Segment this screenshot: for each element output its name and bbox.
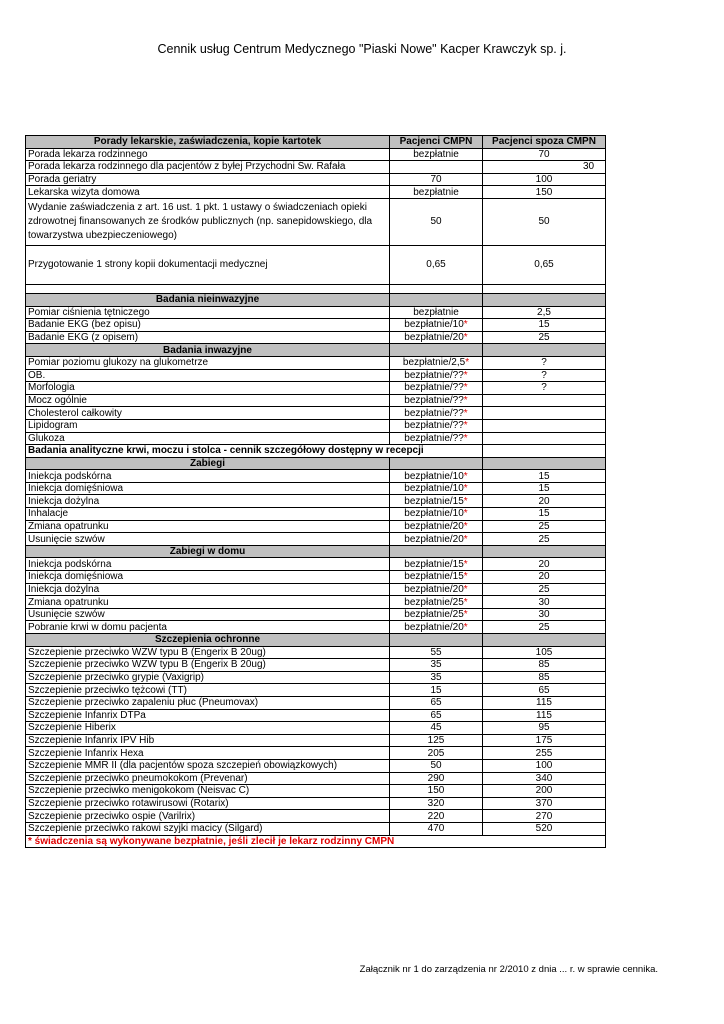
price-value: bezpłatnie/??: [404, 420, 464, 432]
table-row: [26, 722, 606, 735]
asterisk-marker: *: [463, 382, 468, 394]
row-cmpn-price: [390, 722, 483, 735]
row-cmpn-price: [390, 356, 483, 369]
row-non-cmpn-price: 370: [483, 797, 606, 810]
row-cmpn-price: [390, 822, 483, 835]
row-name: Cholesterol całkowity: [26, 407, 390, 420]
row-cmpn-price: [390, 319, 483, 332]
price-table: [25, 135, 606, 848]
row-name: Iniekcja podskórna: [26, 558, 390, 571]
asterisk-marker: *: [463, 609, 468, 621]
row-name: Zmiana opatrunku: [26, 596, 390, 609]
row-non-cmpn-price: 70: [483, 148, 606, 161]
table-row: [26, 533, 606, 546]
row-non-cmpn-price: [483, 419, 606, 432]
row-non-cmpn-price: 25: [483, 331, 606, 344]
row-non-cmpn-price: [483, 394, 606, 407]
price-value: bezpłatnie/??: [404, 432, 464, 444]
row-cmpn-price: [390, 432, 483, 445]
asterisk-marker: *: [463, 596, 468, 608]
row-non-cmpn-price: [483, 432, 606, 445]
price-value: bezpłatnie/??: [404, 395, 464, 407]
row-cmpn-price: [390, 759, 483, 772]
price-value: bezpłatnie/20: [404, 621, 464, 633]
price-value: bezpłatnie/15: [404, 495, 464, 507]
row-name: Iniekcja domięśniowa: [26, 571, 390, 584]
section-blank: [390, 634, 483, 647]
row-cmpn-price: [390, 671, 483, 684]
section-title: Zabiegi: [26, 457, 390, 470]
spacer-row: [26, 284, 606, 293]
row-name: Szczepienie Hiberix: [26, 722, 390, 735]
row-non-cmpn-price: 30: [483, 608, 606, 621]
table-row: [26, 684, 606, 697]
row-cmpn-price: [390, 608, 483, 621]
section-blank: [390, 344, 483, 357]
row-name: Szczepienie przeciwko WZW typu B (Engerix B 20ug): [26, 646, 390, 659]
price-value: 45: [430, 722, 442, 734]
price-value: bezpłatnie: [413, 306, 459, 318]
table-row: [26, 245, 606, 284]
price-value: bezpłatnie/25: [404, 609, 464, 621]
section-title: Zabiegi w domu: [26, 545, 390, 558]
row-non-cmpn-price: [483, 407, 606, 420]
row-name: Lipidogram: [26, 419, 390, 432]
row-cmpn-price: 70: [390, 173, 483, 186]
table-row: [26, 508, 606, 521]
row-non-cmpn-price: 255: [483, 747, 606, 760]
header-services: Porady lekarskie, zaświadczenia, kopie kartotek: [26, 136, 390, 149]
asterisk-marker: *: [463, 495, 468, 507]
row-non-cmpn-price: 25: [483, 533, 606, 546]
row-name: Szczepienie przeciwko ospie (Varilrix): [26, 810, 390, 823]
row-name: Szczepienie przeciwko grypie (Vaxigrip): [26, 671, 390, 684]
analytics-blank: [483, 445, 606, 458]
table-row: [26, 198, 606, 245]
table-row: [26, 470, 606, 483]
table-row: [26, 148, 606, 161]
section-blank: [483, 545, 606, 558]
price-value: bezpłatnie/25: [404, 596, 464, 608]
row-cmpn-price: 0,65: [390, 245, 483, 284]
row-non-cmpn-price: 15: [483, 470, 606, 483]
row-non-cmpn-price: 95: [483, 722, 606, 735]
row-cmpn-price: [390, 772, 483, 785]
table-row: [26, 186, 606, 199]
row-non-cmpn-price: 0,65: [483, 245, 606, 284]
row-cmpn-price: bezpłatnie: [390, 148, 483, 161]
table-row: [26, 583, 606, 596]
table-row: [26, 785, 606, 798]
row-non-cmpn-price: ?: [483, 382, 606, 395]
footer-note: Załącznik nr 1 do zarządzenia nr 2/2010 z dnia ... r. w sprawie cennika.: [359, 964, 658, 975]
price-value: bezpłatnie/15: [404, 558, 464, 570]
row-non-cmpn-price: ?: [483, 369, 606, 382]
row-name: Porada lekarza rodzinnego: [26, 148, 390, 161]
row-name: Szczepienie Infanrix DTPa: [26, 709, 390, 722]
row-name: Porada lekarza rodzinnego dla pacjentów z byłej Przychodni Św. Rafała: [26, 161, 390, 174]
footnote-row: [26, 835, 606, 848]
section-header-nieinwazyjne: [26, 293, 606, 306]
row-cmpn-price: [390, 482, 483, 495]
row-cmpn-price: [390, 810, 483, 823]
row-name: Zmiana opatrunku: [26, 520, 390, 533]
row-cmpn-price: [390, 747, 483, 760]
price-value: 320: [427, 798, 445, 810]
row-non-cmpn-price: 175: [483, 734, 606, 747]
table-row: [26, 810, 606, 823]
table-row: [26, 356, 606, 369]
row-name: Usunięcie szwów: [26, 533, 390, 546]
asterisk-marker: *: [463, 621, 468, 633]
row-non-cmpn-price: 115: [483, 709, 606, 722]
asterisk-marker: *: [463, 571, 468, 583]
asterisk-marker: *: [463, 369, 468, 381]
row-non-cmpn-price: 100: [483, 759, 606, 772]
row-non-cmpn-price: 270: [483, 810, 606, 823]
section-header-inwazyjne: [26, 344, 606, 357]
price-value: bezpłatnie/15: [404, 571, 464, 583]
row-name: Iniekcja dożylna: [26, 495, 390, 508]
row-cmpn-price: [390, 734, 483, 747]
row-name: Szczepienie przeciwko rakowi szyjki macicy (Silgard): [26, 822, 390, 835]
row-cmpn-price: [390, 161, 483, 174]
table-body: [26, 148, 606, 848]
row-name: Pomiar ciśnienia tętniczego: [26, 306, 390, 319]
row-non-cmpn-price: 150: [483, 186, 606, 199]
table-row: [26, 797, 606, 810]
table-row: [26, 331, 606, 344]
row-cmpn-price: [390, 696, 483, 709]
asterisk-marker: *: [463, 483, 468, 495]
row-non-cmpn-price: ?: [483, 356, 606, 369]
price-value: bezpłatnie/20: [404, 332, 464, 344]
row-cmpn-price: [390, 369, 483, 382]
row-non-cmpn-price: 25: [483, 520, 606, 533]
price-value: bezpłatnie/??: [404, 382, 464, 394]
row-name: Szczepienie MMR II (dla pacjentów spoza szczepień obowiązkowych): [26, 759, 390, 772]
row-name: Pobranie krwi w domu pacjenta: [26, 621, 390, 634]
row-non-cmpn-price: 50: [483, 198, 606, 245]
row-name: Badanie EKG (z opisem): [26, 331, 390, 344]
price-value: bezpłatnie/10: [404, 470, 464, 482]
price-value: 125: [427, 735, 445, 747]
table-row: [26, 394, 606, 407]
section-title: Badania nieinwazyjne: [26, 293, 390, 306]
table-row: [26, 759, 606, 772]
price-value: 35: [430, 659, 442, 671]
asterisk-marker: *: [463, 432, 468, 444]
price-value: 65: [430, 697, 442, 709]
row-non-cmpn-price: 85: [483, 671, 606, 684]
table-row: [26, 407, 606, 420]
price-value: bezpłatnie/10: [404, 508, 464, 520]
section-blank: [483, 634, 606, 647]
row-cmpn-price: [390, 419, 483, 432]
table-row: [26, 520, 606, 533]
row-name: Szczepienie przeciwko tężcowi (TT): [26, 684, 390, 697]
asterisk-marker: *: [463, 520, 468, 532]
row-cmpn-price: [390, 571, 483, 584]
asterisk-marker: *: [463, 420, 468, 432]
spacer-cell: [26, 284, 390, 293]
footnote: * świadczenia są wykonywane bezpłatnie, jeśli zlecił je lekarz rodzinny CMPN: [26, 835, 606, 848]
row-cmpn-price: [390, 621, 483, 634]
price-value: 290: [427, 772, 445, 784]
row-name: Pomiar poziomu glukozy na glukometrze: [26, 356, 390, 369]
row-cmpn-price: [390, 306, 483, 319]
row-non-cmpn-price: 85: [483, 659, 606, 672]
row-non-cmpn-price: 30: [483, 596, 606, 609]
table-row: [26, 369, 606, 382]
row-name: Iniekcja podskórna: [26, 470, 390, 483]
price-value: bezpłatnie/10: [404, 483, 464, 495]
price-value: 55: [430, 646, 442, 658]
asterisk-marker: *: [463, 407, 468, 419]
table-row: [26, 306, 606, 319]
table-row: [26, 659, 606, 672]
price-value: 15: [430, 684, 442, 696]
table-row: [26, 734, 606, 747]
row-non-cmpn-price: 200: [483, 785, 606, 798]
table-row: [26, 696, 606, 709]
row-name: Szczepienie przeciwko WZW typu B (Engerix B 20ug): [26, 659, 390, 672]
row-cmpn-price: [390, 646, 483, 659]
asterisk-marker: *: [463, 583, 468, 595]
row-cmpn-price: [390, 382, 483, 395]
row-name: Przygotowanie 1 strony kopii dokumentacji medycznej: [26, 245, 390, 284]
header-cmpn: Pacjenci CMPN: [390, 136, 483, 149]
page-title: Cennik usług Centrum Medycznego "Piaski Nowe" Kacper Krawczyk sp. j.: [157, 42, 567, 56]
row-name: Inhalacje: [26, 508, 390, 521]
table-row: [26, 596, 606, 609]
row-cmpn-price: [390, 659, 483, 672]
table-row: [26, 571, 606, 584]
row-cmpn-price: [390, 785, 483, 798]
row-cmpn-price: [390, 495, 483, 508]
price-value: bezpłatnie/20: [404, 520, 464, 532]
row-cmpn-price: [390, 470, 483, 483]
asterisk-marker: *: [463, 533, 468, 545]
table-row: [26, 671, 606, 684]
asterisk-marker: *: [463, 470, 468, 482]
asterisk-marker: *: [463, 508, 468, 520]
row-non-cmpn-price: 25: [483, 621, 606, 634]
price-value: 470: [427, 823, 445, 835]
row-cmpn-price: [390, 558, 483, 571]
section-title: Badania inwazyjne: [26, 344, 390, 357]
row-cmpn-price: [390, 709, 483, 722]
table-row: [26, 382, 606, 395]
table-row: [26, 772, 606, 785]
analytics-note-row: [26, 445, 606, 458]
row-cmpn-price: bezpłatnie: [390, 186, 483, 199]
table-header-row: [26, 136, 606, 149]
table-row: [26, 608, 606, 621]
row-name: Wydanie zaświadczenia z art. 16 ust. 1 pkt. 1 ustawy o świadczeniach opieki zdrowotnej finansowanych ze środków publicznych (np. sanepidowskiego, dla towarzystwa ubezpieczeniowego): [26, 198, 390, 245]
row-non-cmpn-price: 20: [483, 571, 606, 584]
section-blank: [390, 457, 483, 470]
section-blank: [390, 293, 483, 306]
row-cmpn-price: [390, 407, 483, 420]
row-cmpn-price: [390, 596, 483, 609]
price-value: bezpłatnie/20: [404, 583, 464, 595]
row-name: Szczepienie Infanrix Hexa: [26, 747, 390, 760]
price-value: 50: [430, 760, 442, 772]
asterisk-marker: *: [463, 332, 468, 344]
asterisk-marker: *: [463, 558, 468, 570]
row-name: Iniekcja domięśniowa: [26, 482, 390, 495]
row-non-cmpn-price: 20: [483, 558, 606, 571]
table-row: [26, 747, 606, 760]
row-non-cmpn-price: 115: [483, 696, 606, 709]
row-non-cmpn-price: 2,5: [483, 306, 606, 319]
row-non-cmpn-price: 105: [483, 646, 606, 659]
spacer-cell: [483, 284, 606, 293]
row-non-cmpn-price: 15: [483, 508, 606, 521]
table-row: [26, 621, 606, 634]
row-name: Mocz ogólnie: [26, 394, 390, 407]
table-row: [26, 709, 606, 722]
row-name: OB.: [26, 369, 390, 382]
price-value: bezpłatnie/??: [404, 369, 464, 381]
table-row: [26, 319, 606, 332]
row-name: Usunięcie szwów: [26, 608, 390, 621]
row-name: Morfologia: [26, 382, 390, 395]
price-value: 65: [430, 709, 442, 721]
asterisk-marker: *: [463, 395, 468, 407]
section-blank: [483, 457, 606, 470]
price-value: bezpłatnie/??: [404, 407, 464, 419]
section-header-zabiegi: [26, 457, 606, 470]
row-cmpn-price: [390, 583, 483, 596]
table-row: [26, 432, 606, 445]
row-name: Szczepienie Infanrix IPV Hib: [26, 734, 390, 747]
section-title: Szczepienia ochronne: [26, 634, 390, 647]
row-non-cmpn-price: 100: [483, 173, 606, 186]
price-value: 35: [430, 672, 442, 684]
row-cmpn-price: [390, 684, 483, 697]
row-name: Lekarska wizyta domowa: [26, 186, 390, 199]
row-non-cmpn-price: 30: [483, 161, 606, 174]
table-row: [26, 161, 606, 174]
price-value: 205: [427, 747, 445, 759]
row-cmpn-price: [390, 797, 483, 810]
section-blank: [483, 344, 606, 357]
price-value: 150: [427, 785, 445, 797]
row-cmpn-price: [390, 508, 483, 521]
row-non-cmpn-price: 15: [483, 319, 606, 332]
row-non-cmpn-price: 520: [483, 822, 606, 835]
asterisk-marker: *: [463, 319, 468, 331]
price-value: 220: [427, 810, 445, 822]
row-non-cmpn-price: 340: [483, 772, 606, 785]
header-non-cmpn: Pacjenci spoza CMPN: [483, 136, 606, 149]
table-row: [26, 495, 606, 508]
row-non-cmpn-price: 15: [483, 482, 606, 495]
analytics-note: Badania analityczne krwi, moczu i stolca - cennik szczegółowy dostępny w recepcji: [26, 445, 483, 458]
row-cmpn-price: [390, 394, 483, 407]
section-blank: [483, 293, 606, 306]
section-header-zabiegi-dom: [26, 545, 606, 558]
asterisk-marker: *: [465, 357, 470, 369]
table-row: [26, 173, 606, 186]
table-row: [26, 646, 606, 659]
row-cmpn-price: [390, 520, 483, 533]
row-cmpn-price: [390, 331, 483, 344]
table-row: [26, 419, 606, 432]
row-name: Szczepienie przeciwko zapaleniu płuc (Pneumovax): [26, 696, 390, 709]
row-cmpn-price: 50: [390, 198, 483, 245]
table-row: [26, 558, 606, 571]
row-non-cmpn-price: 20: [483, 495, 606, 508]
row-cmpn-price: [390, 533, 483, 546]
row-name: Szczepienie przeciwko menigokokom (Neisvac C): [26, 785, 390, 798]
row-name: Iniekcja dożylna: [26, 583, 390, 596]
row-non-cmpn-price: 25: [483, 583, 606, 596]
section-header-szczepienia: [26, 634, 606, 647]
price-value: bezpłatnie/2,5: [402, 357, 466, 369]
price-value: bezpłatnie/20: [404, 533, 464, 545]
price-value: bezpłatnie/10: [404, 319, 464, 331]
row-name: Badanie EKG (bez opisu): [26, 319, 390, 332]
row-non-cmpn-price: 65: [483, 684, 606, 697]
row-name: Szczepienie przeciwko pneumokokom (Prevenar): [26, 772, 390, 785]
table-row: [26, 482, 606, 495]
section-blank: [390, 545, 483, 558]
table-row: [26, 822, 606, 835]
row-name: Glukoza: [26, 432, 390, 445]
row-name: Porada geriatry: [26, 173, 390, 186]
spacer-cell: [390, 284, 483, 293]
row-name: Szczepienie przeciwko rotawirusowi (Rotarix): [26, 797, 390, 810]
